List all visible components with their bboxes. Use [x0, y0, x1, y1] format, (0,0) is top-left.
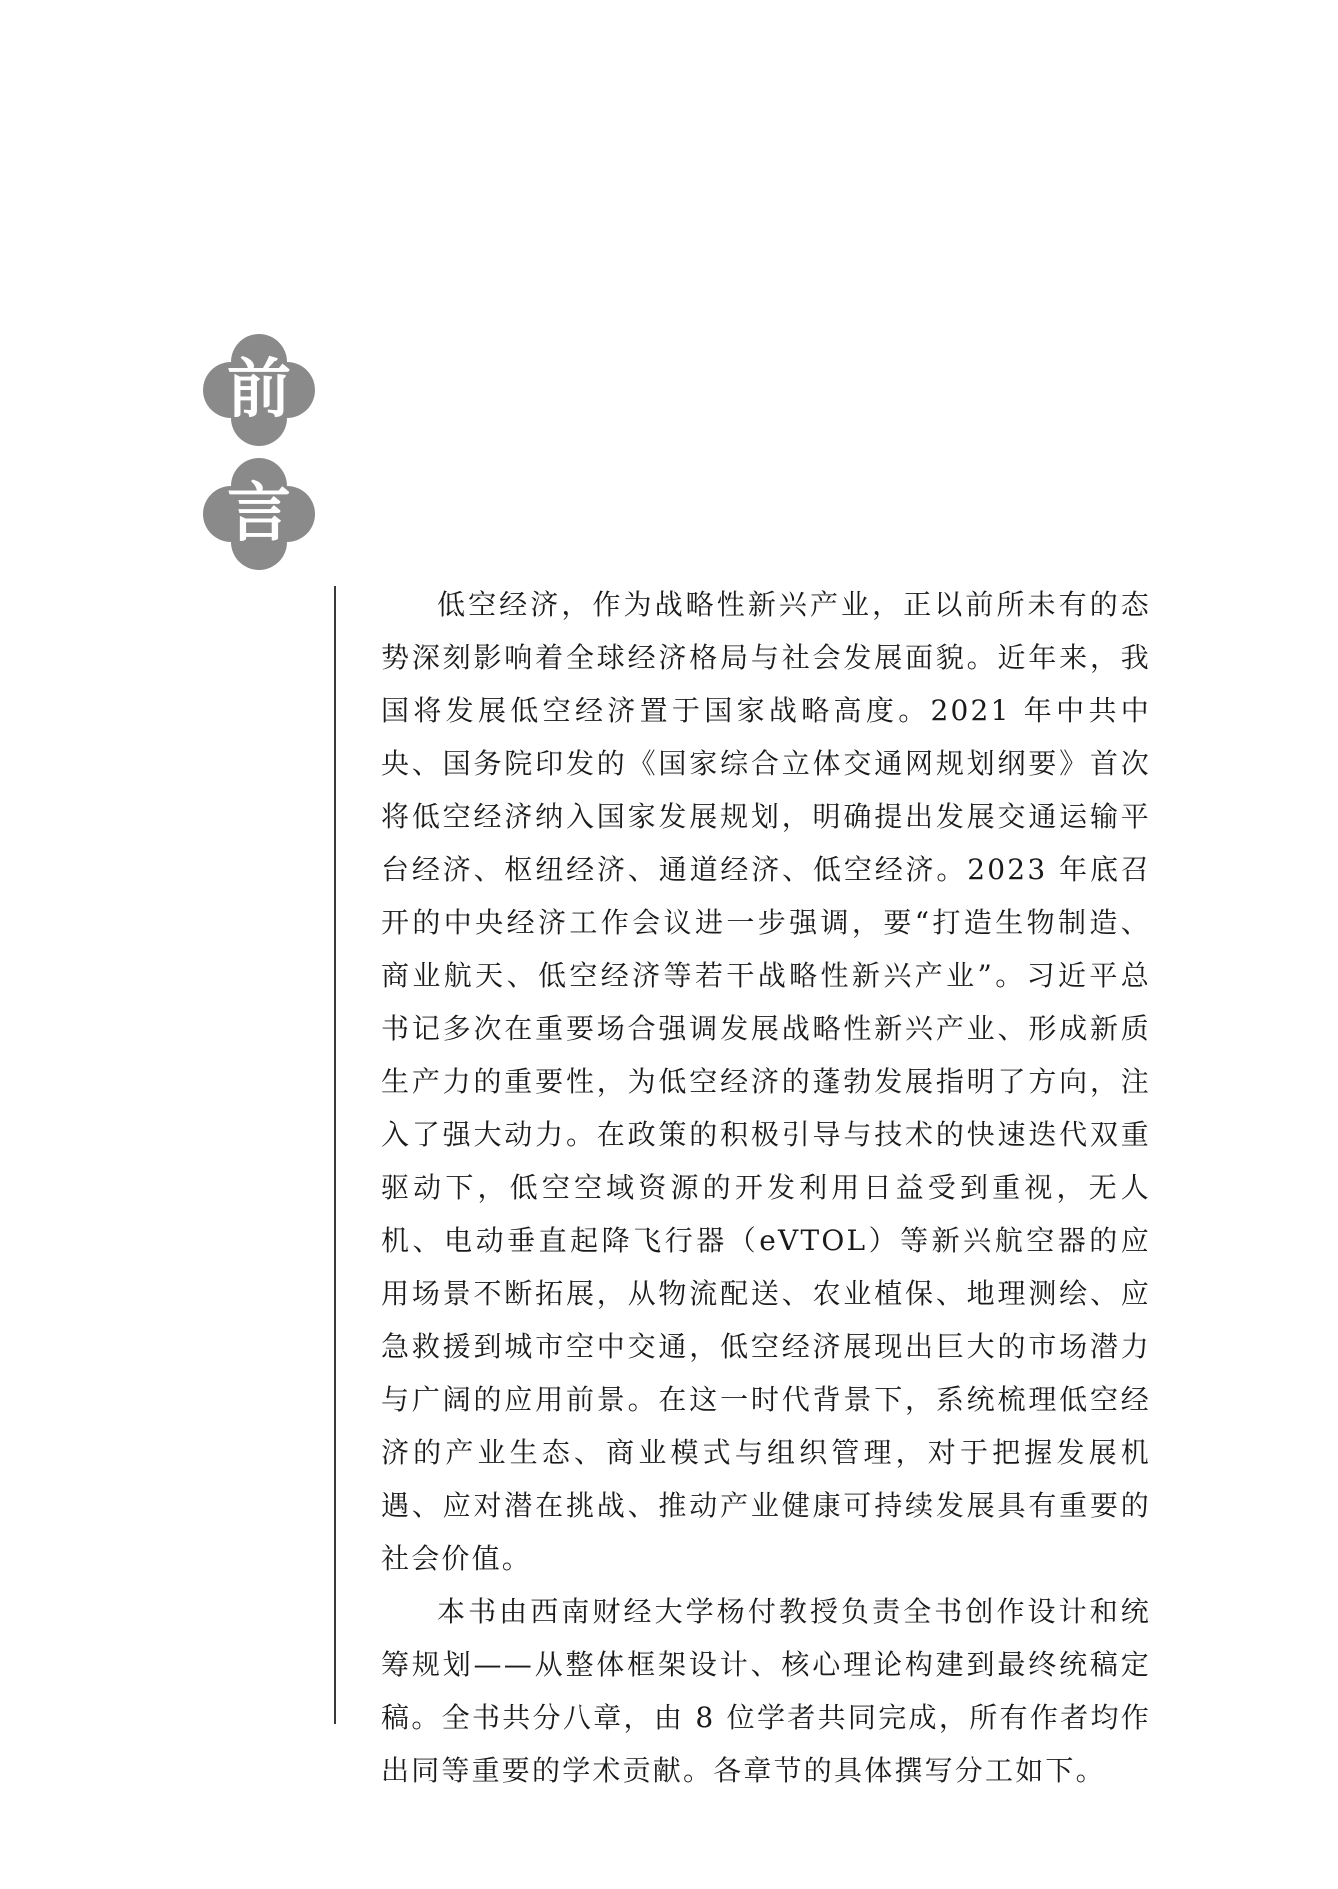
heading-char-2: 言 — [227, 476, 291, 551]
preface-body — [381, 578, 1151, 1797]
heading-char-1: 前 — [227, 352, 291, 427]
paragraph-2: 本书由西南财经大学杨付教授负责全书创作设计和统筹规划——从整体框架设计、核心理论构建到最终统稿定稿。全书共分八章，由 8 位学者共同完成，所有作者均作出同等重要的学术贡献。各章节的具体撰写分工如下。 — [381, 1595, 1151, 1787]
heading-badge-yan — [203, 458, 315, 570]
vertical-divider — [334, 586, 336, 1724]
heading-badge-qian — [203, 334, 315, 446]
paragraph-1: 低空经济，作为战略性新兴产业，正以前所未有的态势深刻影响着全球经济格局与社会发展面貌。近年来，我国将发展低空经济置于国家战略高度。2021 年中共中央、国务院印发的《国家综合立体交通网规划纲要》首次将低空经济纳入国家发展规划，明确提出发展交通运输平台经济、枢纽经济、通道经济、低空经济。2023 年底召开的中央经济工作会议进一步强调，要“打造生物制造、商业航天、低空经济等若干战略性新兴产业”。习近平总书记多次在重要场合强调发展战略性新兴产业、形成新质生产力的重要性，为低空经济的蓬勃发展指明了方向，注入了强大动力。在政策的积极引导与技术的快速迭代双重驱动下，低空空域资源的开发利用日益受到重视，无人机、电动垂直起降飞行器（eVTOL）等新兴航空器的应用场景不断拓展，从物流配送、农业植保、地理测绘、应急救援到城市空中交通，低空经济展现出巨大的市场潜力与广阔的应用前景。在这一时代背景下，系统梳理低空经济的产业生态、商业模式与组织管理，对于把握发展机遇、应对潜在挑战、推动产业健康可持续发展具有重要的社会价值。 — [381, 588, 1151, 1575]
